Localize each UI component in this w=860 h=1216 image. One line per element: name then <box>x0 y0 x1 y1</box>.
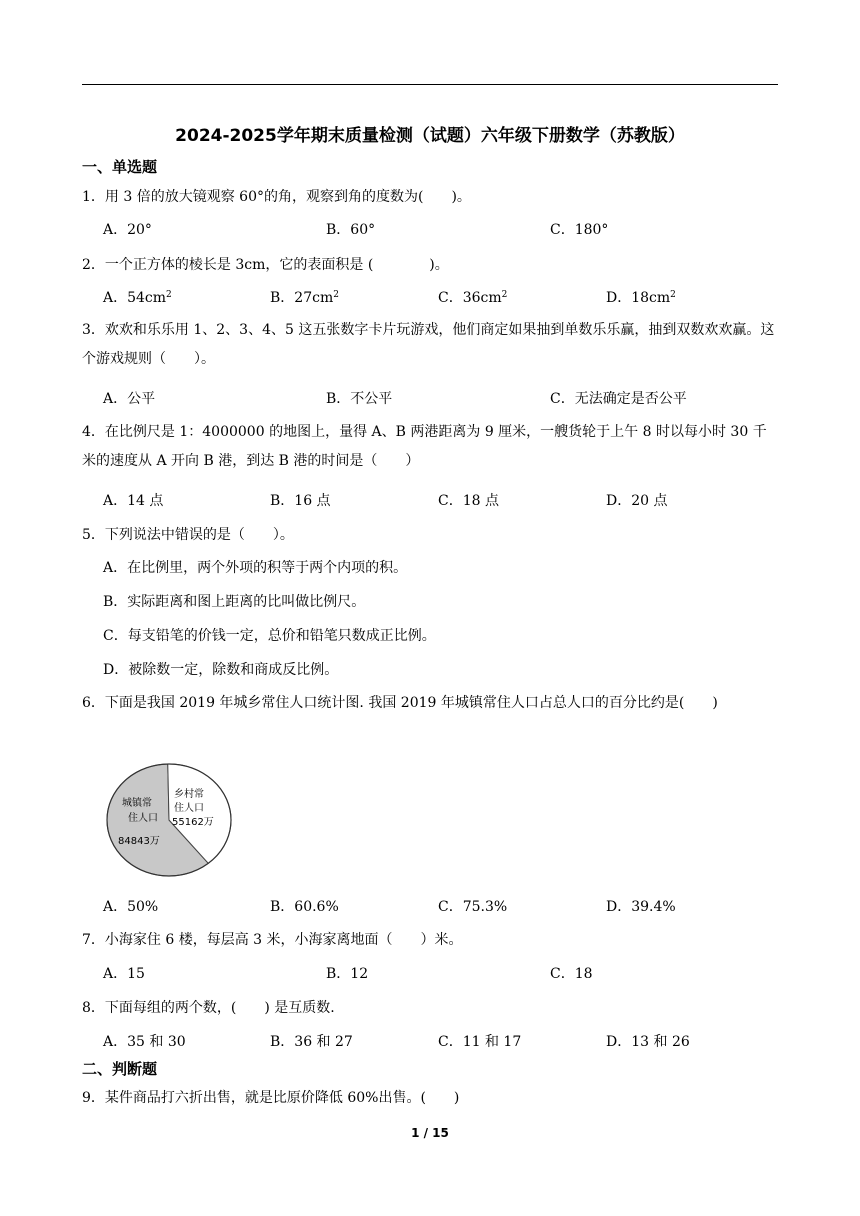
question-1: 1．用 3 倍的放大镜观察 60°的角，观察到角的度数为( )。 <box>82 189 471 205</box>
q7-option-b: B．12 <box>326 966 369 982</box>
urban-label-line2: 住人口 <box>128 813 158 824</box>
q2-option-c: C．$36cm^2$ <box>438 290 508 306</box>
q8-option-a: A．35 和 30 <box>103 1034 186 1050</box>
header-rule <box>82 84 778 85</box>
q3-option-a: A．公平 <box>103 391 156 407</box>
urban-value-label: 84843万 <box>118 836 160 847</box>
q2-option-b: B．$27cm^2$ <box>270 290 339 306</box>
question-5: 5．下列说法中错误的是（ ）。 <box>82 527 294 543</box>
q8-option-c: C．11 和 17 <box>438 1034 522 1050</box>
question-9: 9．某件商品打六折出售，就是比原价降低 60%出售。( ) <box>82 1090 460 1106</box>
q6-option-d: D．39.4% <box>606 899 676 915</box>
q4-option-c: C．18 点 <box>438 493 499 509</box>
q6-option-b: B．60.6% <box>270 899 339 915</box>
question-6: 6．下面是我国 2019 年城乡常住人口统计图. 我国 2019 年城镇常住人口占总人口的百分比约是( ) <box>82 695 718 711</box>
q1-option-b: B．60° <box>326 222 376 238</box>
q6-option-c: C．75.3% <box>438 899 508 915</box>
q4-option-a: A．14 点 <box>103 493 164 509</box>
question-3: 3．欢欢和乐乐用 1、2、3、4、5 这五张数字卡片玩游戏，他们商定如果抽到单数乐乐赢，抽到双数欢欢赢。这个游戏规则（ ）。 <box>82 322 775 367</box>
q8-option-b: B．36 和 27 <box>270 1034 353 1050</box>
q1-option-a: A．20° <box>103 222 152 238</box>
q4-option-b: B．16 点 <box>270 493 331 509</box>
rural-value-label: 55162万 <box>172 817 214 828</box>
rural-label-line2: 住人口 <box>174 803 204 814</box>
q3-option-b: B．不公平 <box>326 391 393 407</box>
page-number: 1 / 15 <box>411 1126 449 1140</box>
q7-option-c: C．18 <box>550 966 593 982</box>
q3-option-c: C．无法确定是否公平 <box>550 391 687 407</box>
q2-option-a: A．$54cm^2$ <box>103 290 172 306</box>
urban-label-line1: 城镇常 <box>122 798 152 809</box>
page-title: 2024-2025学年期末质量检测（试题）六年级下册数学（苏教版） <box>175 126 685 146</box>
section-heading-true-false: 二、判断题 <box>82 1060 158 1078</box>
q4-option-d: D．20 点 <box>606 493 668 509</box>
question-2: 2．一个正方体的棱长是 3cm，它的表面积是 ( )。 <box>82 257 449 273</box>
question-8: 8．下面每组的两个数，( ) 是互质数. <box>82 1000 335 1016</box>
question-4: 4．在比例尺是 1：4000000 的地图上，量得 A、B 两港距离为 9 厘米，一艘货轮于上午 8 时以每小时 30 千米的速度从 A 开向 B 港，到达 B 港的时间是（ ） <box>82 424 767 469</box>
q7-option-a: A．15 <box>103 966 145 982</box>
q6-option-a: A．50% <box>103 899 159 915</box>
q1-option-c: C．180° <box>550 222 609 238</box>
q5-option-d: D．被除数一定，除数和商成反比例。 <box>103 662 339 678</box>
question-7: 7．小海家住 6 楼，每层高 3 米，小海家离地面（ ）米。 <box>82 932 463 948</box>
q2-option-d: D．$18cm^2$ <box>606 290 676 306</box>
population-pie-chart <box>104 760 234 880</box>
q5-option-b: B．实际距离和图上距离的比叫做比例尺。 <box>103 594 366 610</box>
q8-option-d: D．13 和 26 <box>606 1034 690 1050</box>
q5-option-a: A．在比例里，两个外项的积等于两个内项的积。 <box>103 560 408 576</box>
section-heading-single-choice: 一、单选题 <box>82 158 158 176</box>
q5-option-c: C．每支铅笔的价钱一定，总价和铅笔只数成正比例。 <box>103 628 436 644</box>
rural-label-line1: 乡村常 <box>174 789 204 800</box>
